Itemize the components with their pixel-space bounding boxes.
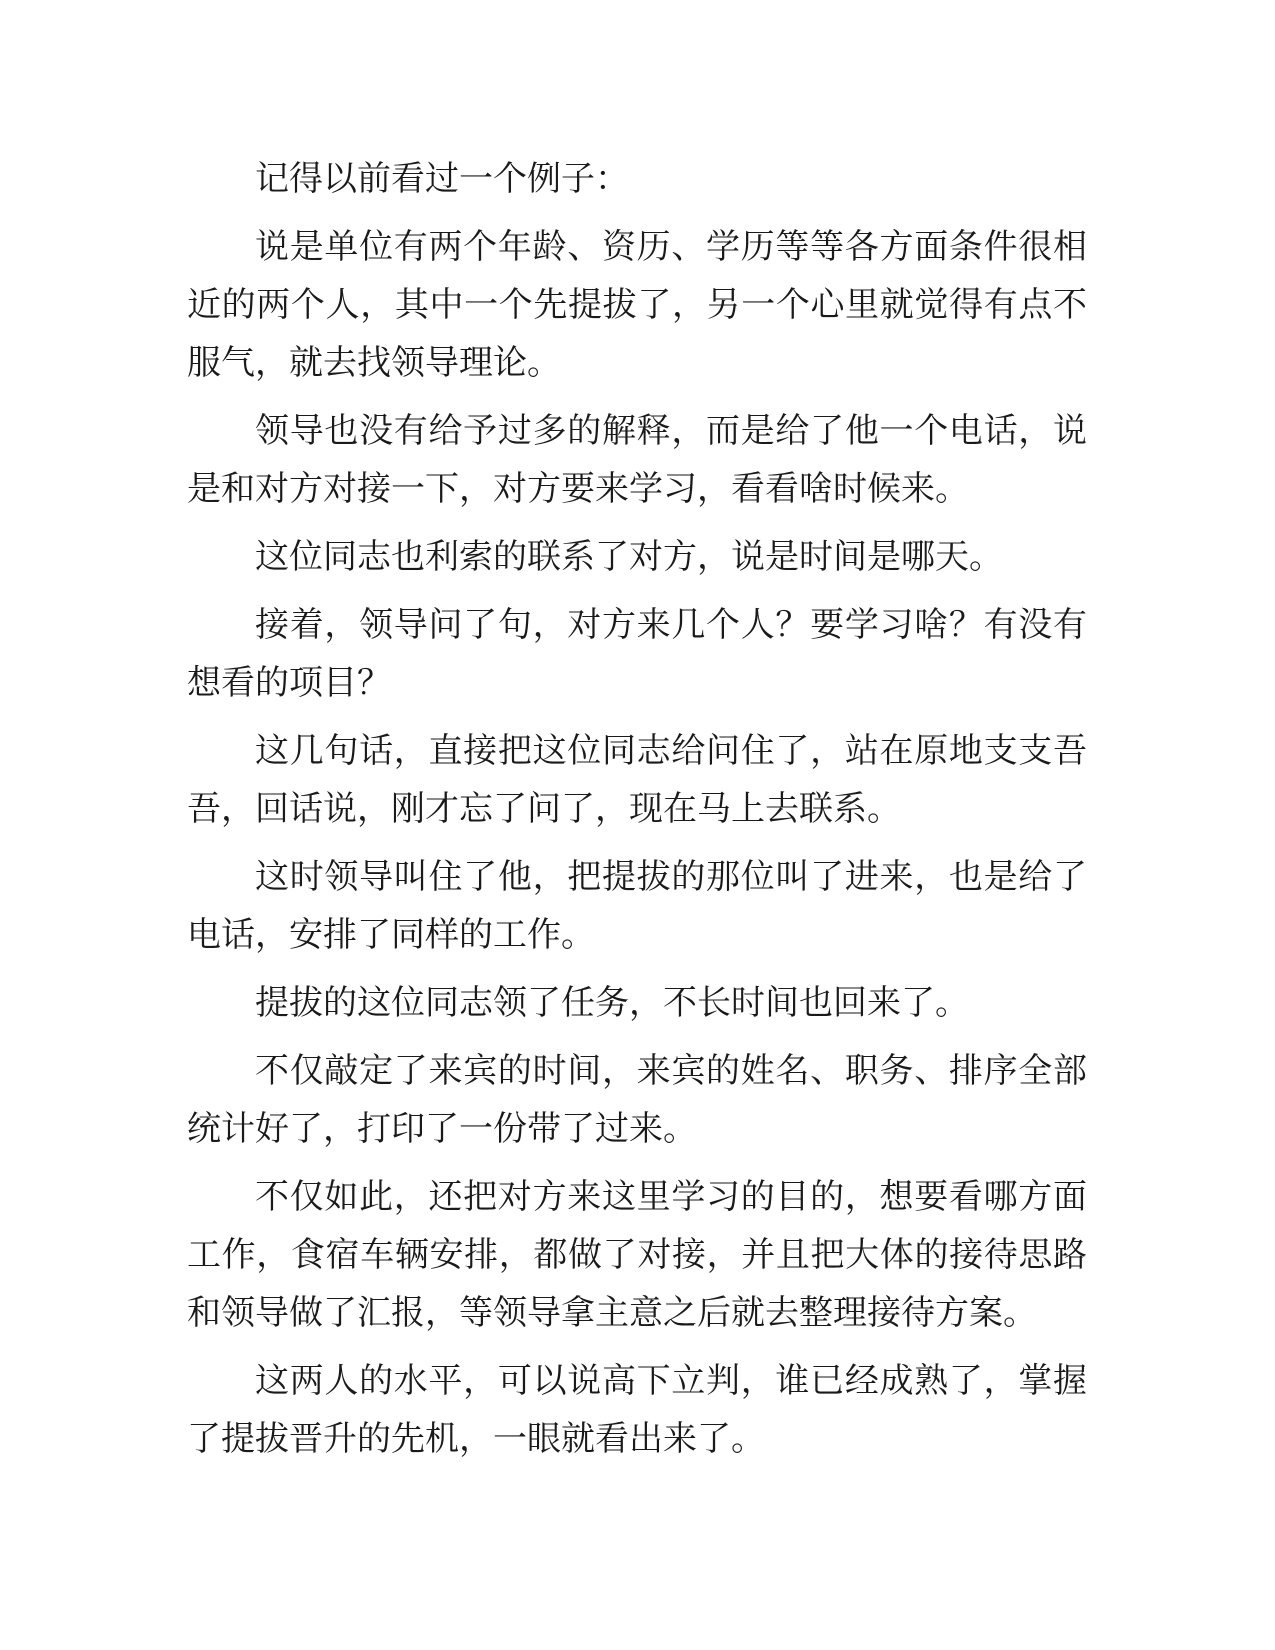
paragraph: 提拔的这位同志领了任务，不长时间也回来了。 [255, 983, 969, 1023]
paragraph: 不仅敲定了来宾的时间，来宾的姓名、职务、排序全部统计好了，打印了一份带了过来。 [187, 1051, 1087, 1149]
document-body [187, 150, 1087, 1478]
paragraph: 这位同志也利索的联系了对方，说是时间是哪天。 [255, 537, 1003, 577]
paragraph: 这时领导叫住了他，把提拔的那位叫了进来，也是给了电话，安排了同样的工作。 [187, 857, 1087, 955]
paragraph: 不仅如此，还把对方来这里学习的目的，想要看哪方面工作，食宿车辆安排，都做了对接，并且把大体的接待思路和领导做了汇报，等领导拿主意之后就去整理接待方案。 [187, 1177, 1087, 1333]
paragraph: 这两人的水平，可以说高下立判，谁已经成熟了，掌握了提拔晋升的先机，一眼就看出来了。 [187, 1361, 1087, 1459]
paragraph: 记得以前看过一个例子： [255, 159, 629, 199]
paragraph: 这几句话，直接把这位同志给问住了，站在原地支支吾吾，回话说，刚才忘了问了，现在马上去联系。 [187, 731, 1087, 829]
paragraph: 领导也没有给予过多的解释，而是给了他一个电话，说是和对方对接一下，对方要来学习，看看啥时候来。 [187, 411, 1087, 509]
paragraph: 说是单位有两个年龄、资历、学历等等各方面条件很相近的两个人，其中一个先提拔了，另一个心里就觉得有点不服气，就去找领导理论。 [187, 227, 1087, 383]
paragraph: 接着，领导问了句，对方来几个人？要学习啥？有没有想看的项目？ [187, 605, 1087, 703]
